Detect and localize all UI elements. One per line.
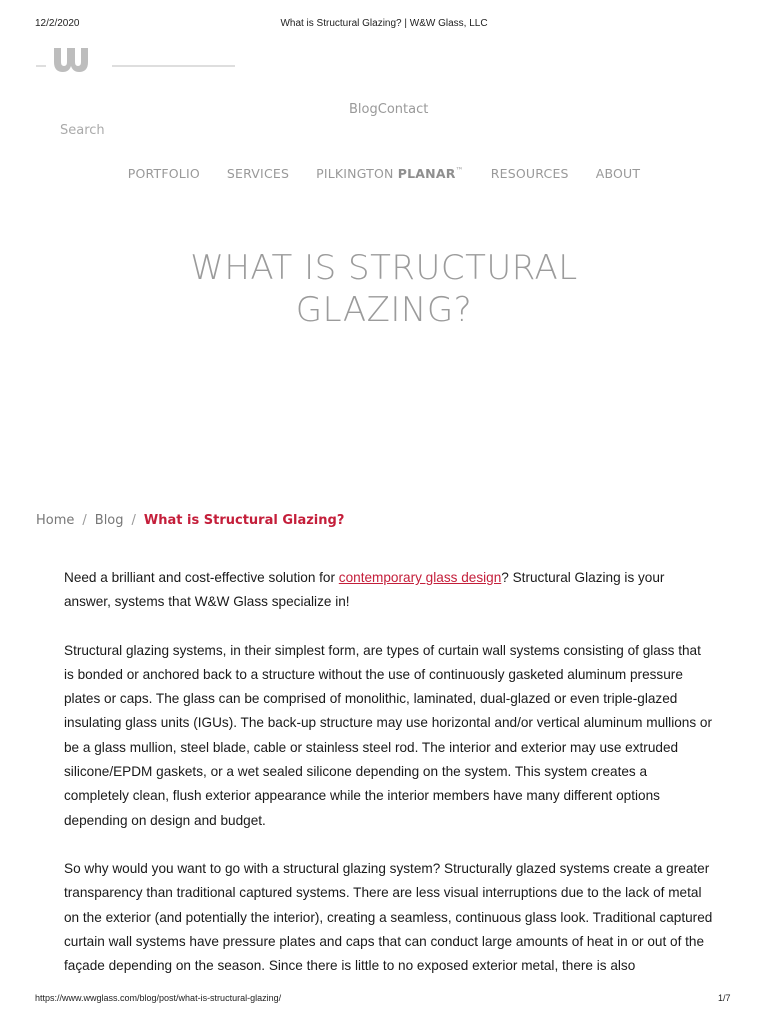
breadcrumb-blog[interactable]: Blog — [94, 513, 124, 528]
print-page-title: What is Structural Glazing? | W&W Glass, LLC — [280, 18, 488, 29]
main-nav — [0, 166, 768, 181]
nav-about[interactable]: ABOUT — [595, 166, 641, 181]
article-paragraph-1 — [64, 566, 714, 615]
article-paragraph-3: So why would you want to go with a structural glazing system? Structurally glazed systems create a greater transparency than traditional captured systems. There are less visual interruptions due to the lack of metal on the exterior (and potentially the interior), creating a seamless, continuous glass look. Traditional captured curtain wall systems have pressure plates and caps that can conduct large amounts of heat in or out of the façade depending on the season. Since there is little to no exposed exterior metal, there is also — [64, 860, 713, 974]
article-paragraph-2: Structural glazing systems, in their simplest form, are types of curtain wall systems consisting of glass that is bonded or anchored back to a structure without the use of continuously gasketed aluminum pressure plates or caps. The glass can be comprised of monolithic, laminated, dual-glazed or even triple-glazed insulating glass units (IGUs). The back-up structure may use horizontal and/or vertical aluminum mullions or be a glass mullion, steel blade, cable or stainless steel rod. The interior and exterior may use extruded silicone/EPDM gaskets, or a wet sealed silicone depending on the system. This system creates a completely clean, flush exterior appearance while the interior members have many different options depending on design and budget. — [64, 642, 712, 828]
breadcrumb — [36, 513, 344, 528]
p1-text-before: Need a brilliant and cost-effective solution for — [64, 570, 339, 585]
nav-pilkington-prefix: PILKINGTON — [316, 166, 398, 182]
breadcrumb-home[interactable]: Home — [36, 513, 75, 528]
top-links-blog-contact[interactable]: BlogContact — [349, 102, 429, 117]
print-page-number: 1/7 — [718, 993, 731, 1003]
page-title-line-2: GLAZING? — [295, 290, 473, 330]
nav-resources[interactable]: RESOURCES — [490, 166, 569, 181]
print-date: 12/2/2020 — [35, 18, 80, 29]
nav-portfolio[interactable]: PORTFOLIO — [127, 166, 200, 181]
search-input[interactable]: Search — [60, 123, 105, 138]
article-body — [64, 566, 714, 1002]
contemporary-glass-design-link[interactable]: contemporary glass design — [338, 570, 502, 585]
p1-text-after: ? Structural Glazing is your answer, systems that W&W Glass specialize in! — [64, 570, 665, 610]
nav-planar-bold: PLANAR — [397, 166, 456, 182]
ww-logo-icon[interactable] — [36, 44, 236, 76]
nav-pilkington-planar[interactable] — [316, 166, 464, 181]
breadcrumb-current: What is Structural Glazing? — [143, 513, 345, 528]
page-title-line-1: WHAT IS STRUCTURAL — [190, 248, 578, 288]
nav-services[interactable]: SERVICES — [226, 166, 290, 181]
print-footer-url: https://www.wwglass.com/blog/post/what-is-structural-glazing/ — [35, 993, 282, 1003]
breadcrumb-separator: / — [131, 513, 136, 528]
page-title — [0, 247, 768, 331]
trademark-symbol: ™ — [455, 166, 464, 175]
breadcrumb-separator: / — [82, 513, 87, 528]
